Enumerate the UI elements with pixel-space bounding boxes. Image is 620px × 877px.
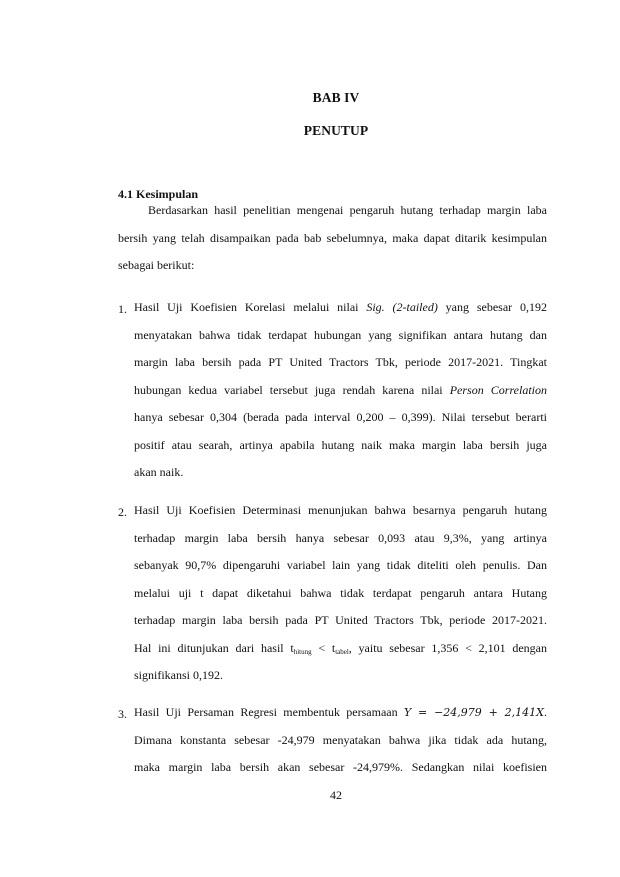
- item-line: sebanyak 90,7% dipengaruhi variabel lain yang tidak diteliti oleh penulis. Dan: [134, 558, 547, 572]
- list-item: [134, 707, 547, 790]
- item-line: terhadap margin laba bersih pada PT United Tractors Tbk, periode 2017-2021.: [134, 613, 547, 627]
- section-heading: 4.1 Kesimpulan: [118, 187, 199, 201]
- list-item-number: 3.: [118, 707, 127, 721]
- item-line: hubungan kedua variabel tersebut juga rendah karena nilai Person Correlation: [134, 382, 548, 397]
- item-line: terhadap margin laba bersih hanya sebesar 0,093 atau 9,3%, yang artinya: [134, 530, 547, 545]
- chapter-label: BAB IV: [312, 90, 360, 105]
- list-item-number: 2.: [118, 505, 127, 519]
- item-line: Hasil Uji Koefisien Korelasi melalui nilai Sig. (2-tailed) yang sebesar 0,192: [134, 300, 548, 314]
- item-line: melalui uji t dapat diketahui bahwa tidak terdapat pengaruh antara Hutang: [134, 585, 547, 600]
- regression-equation: Y = −24,979 + 2,141X: [403, 706, 545, 719]
- item-line: akan naik.: [134, 465, 184, 479]
- list-item-number: 1.: [118, 302, 127, 316]
- chapter-title: PENUTUP: [303, 123, 369, 138]
- item-line: maka margin laba bersih akan sebesar -24,979%. Sedangkan nilai koefisien: [134, 760, 547, 774]
- item-line: Dimana konstanta sebesar -24,979 menyatakan bahwa jika tidak ada hutang,: [134, 732, 547, 747]
- intro-line: sebagai berikut:: [118, 258, 195, 272]
- item-line: Hal ini ditunjukan dari hasil $t_{hitung} < t_{tabel}$, yaitu sebesar 1,356 < 2,101 dengan: [134, 640, 547, 656]
- page-number: 42: [330, 788, 342, 802]
- list-item: [134, 505, 547, 698]
- emphasis-text: Person Correlation: [449, 382, 548, 397]
- item-line: signifikansi 0,192.: [134, 668, 223, 682]
- list-item: [134, 302, 547, 495]
- item-line: positif atau searah, artinya apabila hutang naik maka margin laba bersih juga: [134, 437, 547, 452]
- item-line: margin laba bersih pada PT United Tractors Tbk, periode 2017-2021. Tingkat: [134, 355, 547, 369]
- intro-line: Berdasarkan hasil penelitian mengenai pengaruh hutang terhadap margin laba: [148, 203, 547, 217]
- item-line: hanya sebesar 0,304 (berada pada interval 0,200 – 0,399). Nilai tersebut berarti: [134, 410, 547, 424]
- intro-line: bersih yang telah disampaikan pada bab sebelumnya, maka dapat ditarik kesimpulan: [118, 230, 547, 245]
- intro-paragraph: [118, 205, 547, 288]
- emphasis-text: Sig. (2-tailed): [366, 300, 438, 314]
- item-line: menyatakan bahwa tidak terdapat hubungan yang signifikan antara hutang dan: [134, 327, 547, 342]
- item-line: Hasil Uji Persaman Regresi membentuk persamaan Y = −24,979 + 2,141X.: [134, 705, 548, 719]
- item-line: Hasil Uji Koefisien Determinasi menunjukan bahwa besarnya pengaruh hutang: [134, 503, 547, 517]
